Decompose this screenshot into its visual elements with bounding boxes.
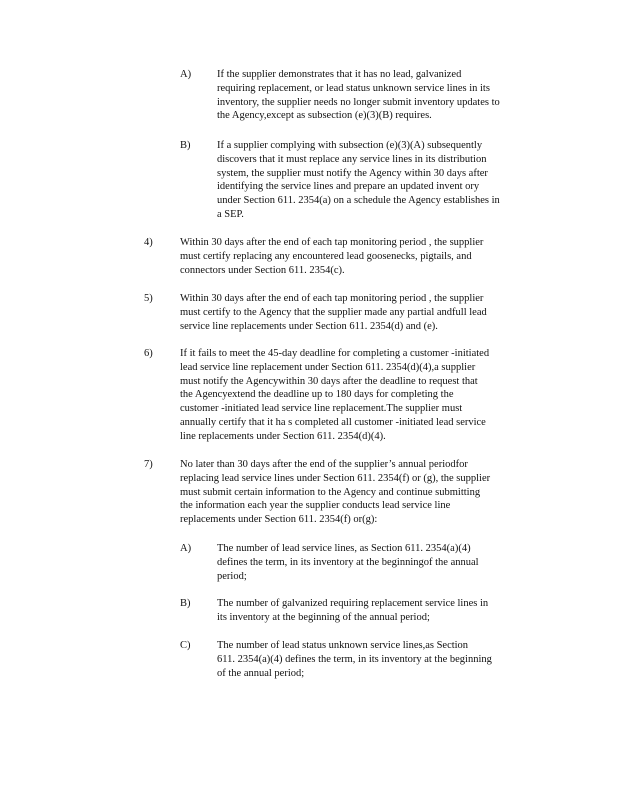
text-line: annually certify that it ha s completed all customer -initiated lead service bbox=[180, 416, 486, 428]
text-line: of the annual period; bbox=[217, 667, 305, 679]
text-line: the Agencyextend the deadline up to 180 days for completing the bbox=[180, 389, 454, 401]
text-line: inventory, the supplier needs no longer submit inventory updates to bbox=[217, 96, 500, 108]
item-label: B) bbox=[180, 598, 191, 609]
text-line: lead service line replacement under Section 611. 2354(d)(4),a supplier bbox=[180, 361, 476, 373]
item-text bbox=[217, 542, 532, 583]
item-label: A) bbox=[180, 69, 192, 80]
text-line: If a supplier complying with subsection (e)(3)(A) subsequently bbox=[217, 140, 483, 151]
text-line: service line replacements under Section 611. 2354(d) and (e). bbox=[180, 320, 438, 332]
text-line: identifying the service lines and prepare an updated invent ory bbox=[217, 181, 480, 193]
text-line: replacing lead service lines under Section 611. 2354(f) or (g), the supplier bbox=[180, 472, 491, 484]
text-line: defines the term, in its inventory at the beginningof the annual bbox=[217, 556, 479, 568]
text-line: The number of lead status unknown service lines,as Section bbox=[217, 640, 469, 651]
item-label: A) bbox=[180, 543, 192, 554]
text-line: If the supplier demonstrates that it has no lead, galvanized bbox=[217, 69, 462, 80]
text-line: customer -initiated lead service line replacement.The supplier must bbox=[180, 403, 463, 415]
text-line: the information each year the supplier conducts lead service line bbox=[180, 500, 451, 512]
text-line: The number of galvanized requiring replacement service lines in bbox=[217, 598, 489, 609]
item-label: C) bbox=[180, 640, 191, 651]
text-line: connectors under Section 611. 2354(c). bbox=[180, 264, 345, 276]
item-text bbox=[180, 292, 532, 333]
item-text bbox=[180, 347, 532, 444]
item-text bbox=[180, 236, 532, 277]
item-label: 6) bbox=[144, 348, 153, 359]
text-line: must submit certain information to the Agency and continue submitting bbox=[180, 486, 481, 498]
text-line: discovers that it must replace any service lines in its distribution bbox=[217, 153, 487, 165]
text-line: its inventory at the beginning of the annual period; bbox=[217, 611, 430, 623]
text-line: Within 30 days after the end of each tap monitoring period , the supplier bbox=[180, 293, 484, 304]
text-line: The number of lead service lines, as Section 611. 2354(a)(4) bbox=[217, 543, 471, 554]
text-line: If it fails to meet the 45-day deadline for completing a customer -initiated bbox=[180, 348, 490, 359]
text-line: No later than 30 days after the end of the supplier’s annual periodfor bbox=[180, 459, 468, 470]
item-label: B) bbox=[180, 140, 191, 151]
item-label: 7) bbox=[144, 459, 153, 470]
text-line: system, the supplier must notify the Agency within 30 days after bbox=[217, 167, 488, 179]
item-label: 5) bbox=[144, 293, 153, 304]
text-line: Within 30 days after the end of each tap monitoring period , the supplier bbox=[180, 237, 484, 248]
text-line: under Section 611. 2354(a) on a schedule the Agency establishes in bbox=[217, 195, 500, 207]
text-line: requiring replacement, or lead status unknown service lines in its bbox=[217, 82, 490, 94]
item-text bbox=[217, 597, 532, 625]
item-text bbox=[217, 68, 543, 123]
item-text bbox=[180, 458, 532, 527]
text-line: the Agency,except as subsection (e)(3)(B) requires. bbox=[217, 110, 432, 122]
text-line: must certify replacing any encountered lead goosenecks, pigtails, and bbox=[180, 250, 472, 262]
text-line: a SEP. bbox=[217, 208, 244, 220]
item-text bbox=[217, 139, 543, 222]
text-line: must notify the Agencywithin 30 days after the deadline to request that bbox=[180, 375, 478, 387]
text-line: line replacements under Section 611. 2354(d)(4). bbox=[180, 430, 386, 442]
text-line: must certify to the Agency that the supplier made any partial andfull lead bbox=[180, 306, 487, 318]
item-label: 4) bbox=[144, 237, 153, 248]
item-text bbox=[217, 639, 532, 680]
text-line: 611. 2354(a)(4) defines the term, in its inventory at the beginning bbox=[217, 653, 492, 665]
text-line: replacements under Section 611. 2354(f) or(g): bbox=[180, 514, 378, 526]
text-line: period; bbox=[217, 570, 247, 582]
